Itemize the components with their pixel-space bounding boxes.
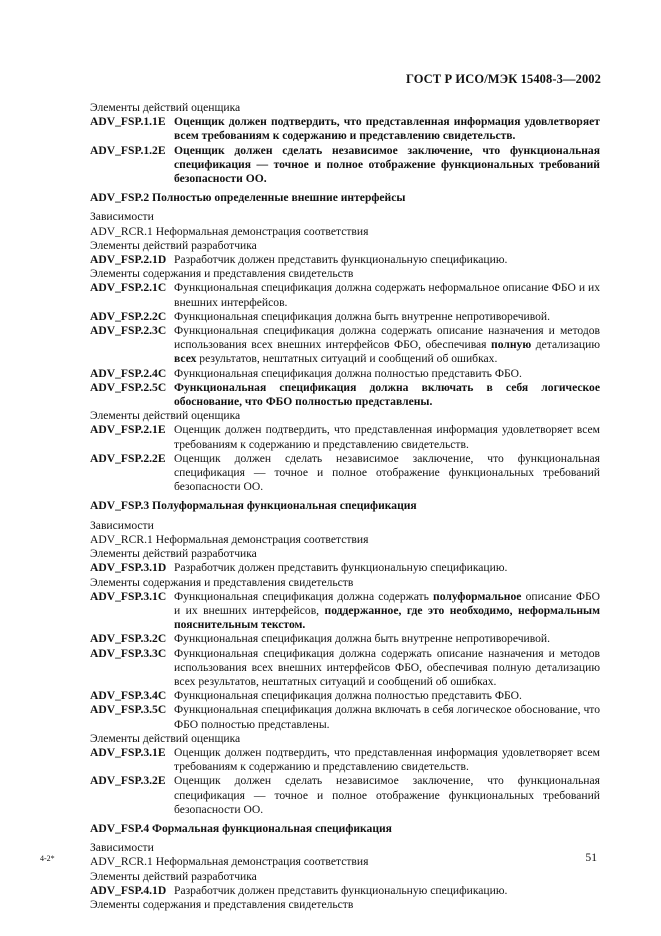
- element-code: ADV_FSP.1.1E: [90, 115, 166, 129]
- element-code: ADV_FSP.2.1E: [90, 423, 166, 437]
- element-text: Разработчик должен представить функциональную спецификацию.: [174, 253, 508, 267]
- element-fsp-3-3c: [90, 647, 600, 690]
- element-fsp-2-5c: [90, 381, 600, 409]
- element-text: [174, 324, 600, 367]
- element-code: ADV_FSP.3.5C: [90, 703, 167, 717]
- element-fsp-4-1d: [90, 884, 600, 898]
- text-part: детализацию: [531, 338, 600, 352]
- element-text: Функциональная спецификация должна полностью представить ФБО.: [174, 689, 522, 703]
- element-text: Оценщик должен подтвердить, что представленная информация удовлетворяет всем требованиям к содержанию и представлению свидетельств.: [174, 745, 600, 774]
- element-fsp-2-1e: [90, 423, 600, 451]
- element-code: ADV_FSP.2.5C: [90, 380, 167, 394]
- dependency-rcr1: ADV_RCR.1 Неформальная демонстрация соответствия: [90, 224, 369, 238]
- element-fsp-2-2c: [90, 310, 600, 324]
- element-code: ADV_FSP.1.2E: [90, 143, 166, 157]
- element-text: [174, 590, 600, 633]
- label-evaluator-actions: Элементы действий оценщика: [90, 409, 241, 423]
- element-text: Функциональная спецификация должна полностью представить ФБО.: [174, 366, 522, 380]
- document-header: ГОСТ Р ИСО/МЭК 15408-3—2002: [405, 72, 601, 86]
- element-text: Функциональная спецификация должна включать в себя логическое обоснование, что ФБО полностью представлены.: [174, 703, 600, 731]
- element-text: Оценщик должен подтвердить, что представленная информация удовлетворяет всем требованиям к содержанию и представлению свидетельств.: [174, 423, 600, 451]
- dependency-rcr1: ADV_RCR.1 Неформальная демонстрация соответствия: [90, 532, 369, 546]
- section-title-fsp4: ADV_FSP.4 Формальная функциональная спецификация: [90, 821, 392, 835]
- element-code: ADV_FSP.3.1E: [90, 745, 166, 759]
- element-code: ADV_FSP.2.1D: [90, 253, 167, 267]
- element-code: ADV_FSP.2.2C: [90, 309, 167, 323]
- label-dependencies: Зависимости: [90, 841, 154, 855]
- element-code: ADV_FSP.3.1D: [90, 561, 167, 575]
- label-developer-actions: Элементы действий разработчика: [90, 238, 257, 252]
- label-evaluator-actions: Элементы действий оценщика: [90, 731, 241, 745]
- element-text: Функциональная спецификация должна содержать описание назначения и методов использования всех внешних интерфейсов ФБО, обеспечивая полную детализацию всех результатов, нештатных ситуаций и сообщений об ошибках.: [174, 646, 600, 688]
- element-fsp-3-1c: [90, 590, 600, 633]
- element-fsp-2-1c: [90, 281, 600, 309]
- element-text: Функциональная спецификация должна содержать неформальное описание ФБО и их внешних интерфейсов.: [174, 281, 600, 309]
- element-fsp-3-2c: [90, 632, 600, 646]
- emphasis-all: всех: [174, 352, 197, 366]
- element-code: ADV_FSP.3.2C: [90, 632, 167, 646]
- dependency-rcr1: ADV_RCR.1 Неформальная демонстрация соответствия: [90, 855, 369, 869]
- element-fsp-2-4c: [90, 367, 600, 381]
- section-title-fsp2: ADV_FSP.2 Полностью определенные внешние интерфейсы: [90, 191, 406, 205]
- element-text: Оценщик должен сделать независимое заключение, что функциональная спецификация — точное и полное отображение функциональных требований безопасности ОО.: [174, 451, 600, 494]
- label-content-presentation: Элементы содержания и представления свидетельств: [90, 575, 354, 589]
- element-code: ADV_FSP.3.3C: [90, 646, 167, 660]
- element-fsp-1-1e: [90, 115, 600, 143]
- element-code: ADV_FSP.4.1D: [90, 883, 167, 897]
- element-text: Функциональная спецификация должна быть внутренне непротиворечивой.: [174, 632, 551, 646]
- text-part: Функциональная спецификация должна содержать: [174, 589, 434, 603]
- element-fsp-3-5c: [90, 703, 600, 731]
- page-number: 51: [585, 851, 597, 864]
- text-part: описание ФБО и их внешних интерфейсов,: [174, 589, 600, 617]
- element-code: ADV_FSP.2.4C: [90, 366, 167, 380]
- element-code: ADV_FSP.2.3C: [90, 324, 167, 338]
- element-code: ADV_FSP.3.1C: [90, 589, 167, 603]
- label-dependencies: Зависимости: [90, 210, 154, 224]
- sheet-mark: 4-2*: [40, 854, 55, 863]
- label-developer-actions: Элементы действий разработчика: [90, 547, 257, 561]
- label-content-presentation: Элементы содержания и представления свидетельств: [90, 267, 354, 281]
- element-fsp-3-4c: [90, 689, 600, 703]
- element-text: Разработчик должен представить функциональную спецификацию.: [174, 561, 508, 575]
- emphasis-supported: поддержанное, где это необходимо, неформальным пояснительным текстом.: [174, 603, 600, 632]
- emphasis-semiformal: полуформальное: [433, 589, 522, 603]
- element-text: Функциональная спецификация должна включать в себя логическое обоснование, что ФБО полностью представлены.: [174, 380, 600, 409]
- label-evaluator-actions: Элементы действий оценщика: [90, 101, 241, 114]
- label-dependencies: Зависимости: [90, 518, 154, 532]
- element-text: Оценщик должен подтвердить, что представленная информация удовлетворяет всем требованиям к содержанию и представлению свидетельств.: [174, 115, 600, 143]
- label-developer-actions: Элементы действий разработчика: [90, 869, 257, 883]
- element-fsp-3-1e: [90, 746, 600, 774]
- element-text: Функциональная спецификация должна быть внутренне непротиворечивой.: [174, 309, 551, 323]
- element-fsp-2-3c: [90, 324, 600, 367]
- label-content-presentation: Элементы содержания и представления свидетельств: [90, 897, 354, 911]
- element-text: Оценщик должен сделать независимое заключение, что функциональная спецификация — точное и полное отображение функциональных требований безопасности ОО.: [174, 143, 600, 186]
- element-code: ADV_FSP.2.2E: [90, 451, 166, 465]
- element-text: Разработчик должен представить функциональную спецификацию.: [174, 883, 508, 897]
- element-fsp-1-2e: [90, 144, 600, 187]
- element-text: Оценщик должен сделать независимое заключение, что функциональная спецификация — точное и полное отображение функциональных требований безопасности ОО.: [174, 774, 600, 816]
- element-fsp-2-1d: [90, 253, 600, 267]
- element-code: ADV_FSP.3.2E: [90, 774, 166, 788]
- text-part: Функциональная спецификация должна содержать описание назначения и методов использования всех внешних интерфейсов ФБО, обеспечивая: [174, 324, 600, 352]
- element-fsp-3-1d: [90, 561, 600, 575]
- element-fsp-2-2e: [90, 452, 600, 495]
- element-code: ADV_FSP.2.1C: [90, 281, 167, 295]
- page-content: [90, 101, 600, 912]
- emphasis-full: полную: [491, 338, 532, 352]
- text-part: результатов, нештатных ситуаций и сообщений об ошибках.: [196, 352, 498, 366]
- element-fsp-3-2e: [90, 774, 600, 817]
- element-code: ADV_FSP.3.4C: [90, 689, 167, 703]
- section-title-fsp3: ADV_FSP.3 Полуформальная функциональная спецификация: [90, 499, 417, 513]
